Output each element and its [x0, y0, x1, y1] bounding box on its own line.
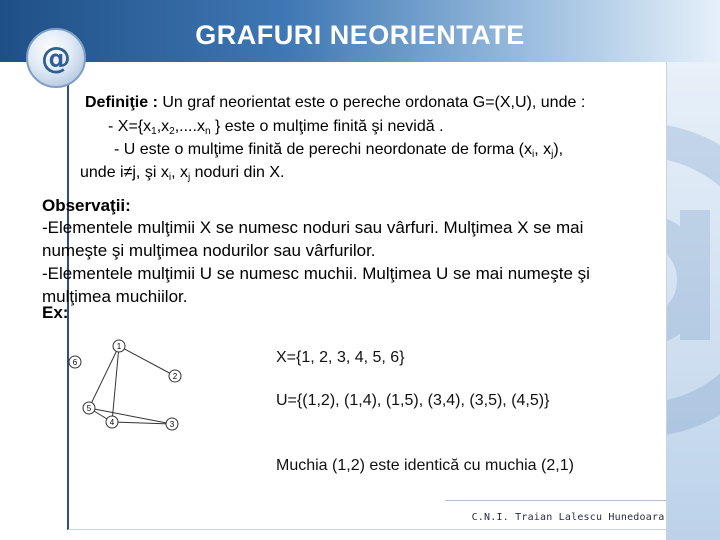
text-fragment: } este o mulţime finită şi nevidă . [210, 118, 444, 135]
node-6 [69, 356, 81, 368]
node-5 [83, 402, 95, 414]
node-label: 1 [116, 342, 122, 351]
edge-identity-note: Muchia (1,2) este identică cu muchia (2,1) [276, 457, 574, 474]
subscript: 2 [169, 126, 175, 137]
node-3 [166, 418, 178, 430]
observation-line: -Elementele mulţimii U se numesc muchii. Mulţimea U se mai numeşte şi [42, 264, 590, 283]
subscript: j [551, 149, 554, 160]
text-fragment: ,....x [174, 118, 205, 135]
text-fragment: , x [171, 164, 188, 181]
logo-glyph: @ [41, 40, 71, 76]
footer-divider [445, 500, 666, 501]
u-set: U={(1,2), (1,4), (1,5), (3,4), (3,5), (4,5)} [276, 392, 550, 409]
example-label: Ex: [42, 303, 69, 322]
text-fragment: ,x [156, 118, 170, 135]
text-fragment: - X={x [108, 118, 152, 135]
subscript: j [187, 172, 191, 183]
definition-text: Un graf neorientat este o pereche ordonata G=(X,U), unde : [157, 94, 586, 111]
node-1 [113, 340, 125, 352]
node-label: 5 [86, 404, 92, 413]
edge-1-2 [119, 346, 175, 376]
observation-line: -Elementele mulţimii X se numesc noduri sau vârfuri. Mulţimea X se mai [42, 218, 584, 237]
observations-label-line [42, 196, 131, 216]
definition-line-3 [114, 141, 563, 160]
text-fragment: - U este o mulţime finită de perechi neordonate de forma (x [114, 141, 532, 158]
subscript: i [531, 149, 535, 160]
page-title: GRAFURI NEORIENTATE [195, 20, 525, 50]
observations-label: Observaţii: [42, 196, 131, 215]
graph-nodes [69, 340, 181, 430]
graph-figure [64, 336, 204, 448]
node-2 [169, 370, 181, 382]
footer-text: C.N.I. Traian Lalescu Hunedoara [471, 512, 665, 523]
node-label: 3 [169, 420, 175, 429]
node-label: 2 [172, 372, 178, 381]
definition-line-4 [80, 164, 284, 183]
text-fragment: noduri din X. [190, 164, 285, 181]
node-label: 4 [109, 418, 115, 427]
x-set: X={1, 2, 3, 4, 5, 6} [276, 349, 405, 366]
definition-label: Definiţie : [85, 94, 158, 111]
subscript: i [168, 172, 172, 183]
observation-line: numeşte şi mulţimea nodurilor sau vârfurilor. [42, 241, 376, 260]
node-4 [106, 416, 118, 428]
observation-line: mulţimea muchiilor. [42, 287, 188, 306]
graph-edges [86, 346, 175, 424]
text-fragment: ), [553, 141, 564, 158]
definition-line-1 [85, 94, 585, 112]
example-label-line [42, 303, 68, 323]
subscript: 1 [151, 126, 157, 137]
node-label: 6 [72, 358, 78, 367]
text-fragment: , x [534, 141, 552, 158]
subscript: n [204, 126, 211, 137]
text-fragment: unde i≠j, şi x [80, 164, 169, 181]
definition-line-2 [108, 118, 444, 137]
